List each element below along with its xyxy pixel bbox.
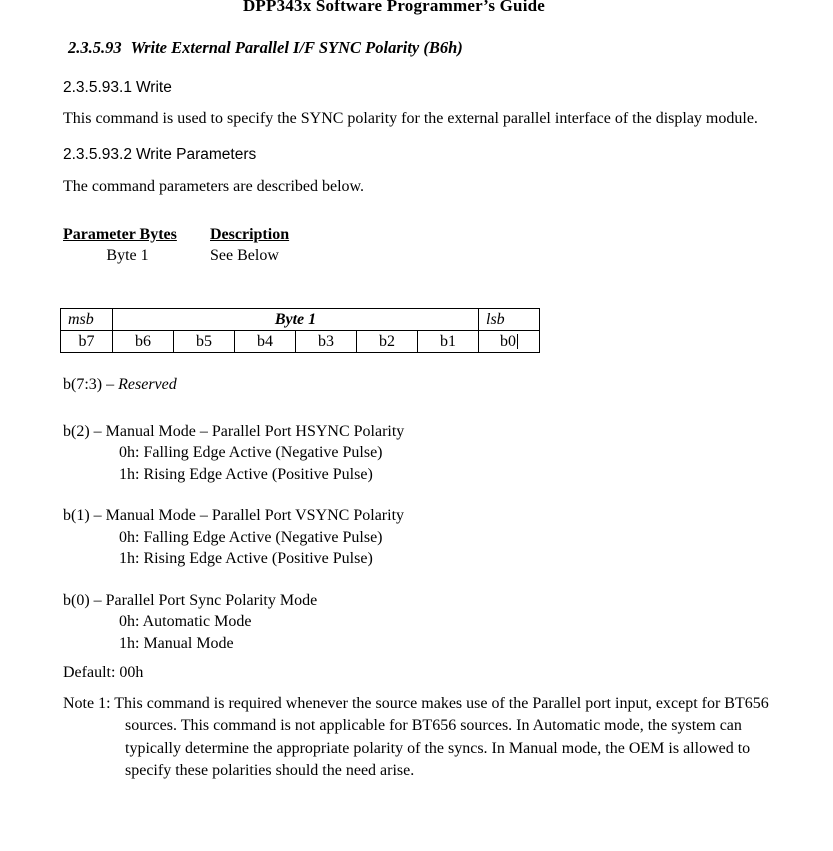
bit-field-b7-3 [63, 374, 799, 396]
description-header [210, 225, 410, 245]
bit-cell-b6: b6 [113, 331, 174, 353]
bit-field-name: Reserved [118, 376, 177, 393]
parameter-bytes-header [63, 225, 210, 245]
document-title: DPP343x Software Programmer’s Guide [242, 0, 546, 15]
bit-cell-b4: b4 [235, 331, 296, 353]
note-text: This command is required whenever the source makes use of the Parallel port input, except for BT656 sources. This command is not applicable for BT656 sources. In Automatic mode, the system can typically determine the appropriate polarity of the syncs. In Manual mode, the OEM is allowed to specify these polarities should the need arise. [114, 694, 769, 779]
description-header-text: Description [210, 226, 290, 243]
bit-option-0h: 0h: Automatic Mode [119, 613, 252, 630]
description-value: See Below [210, 246, 279, 264]
bit-cell-b7: b7 [61, 331, 113, 353]
parameter-bytes-header-text: Parameter Bytes [63, 226, 177, 243]
lsb-cell: lsb [479, 309, 540, 331]
bit-option-1h: 1h: Manual Mode [119, 634, 234, 652]
bit-field-title [63, 421, 799, 443]
default-value: Default: 00h [63, 664, 144, 681]
note-label: Note 1: [63, 694, 115, 712]
note-1 [63, 693, 799, 783]
bit-table-bits-row [61, 331, 540, 353]
bit-cell-b1: b1 [418, 331, 479, 353]
parameter-bytes-value: Byte 1 [106, 246, 149, 264]
bit-field-prefix: b(0) – [63, 591, 106, 609]
subsection-write-parameters-heading [63, 146, 833, 163]
bit-field-b0 [63, 590, 799, 655]
bit-table-header-row [61, 309, 540, 331]
bit-option-1h: 1h: Rising Edge Active (Positive Pulse) [119, 465, 373, 483]
subsection-write-label: Write [135, 79, 172, 96]
bit-option-0h: 0h: Falling Edge Active (Negative Pulse) [119, 528, 383, 546]
subsection-write-parameters-number: 2.3.5.93.2 [63, 145, 132, 163]
document-header [0, 0, 788, 14]
bit-b0-text: b0 [500, 332, 516, 350]
bit-option-1h: 1h: Rising Edge Active (Positive Pulse) [119, 550, 373, 567]
bit-field-name: Parallel Port Sync Polarity Mode [105, 591, 318, 609]
bit-field-prefix: b(1) – [63, 507, 106, 524]
bit-field-title [63, 590, 799, 612]
subsection-write-parameters-label: Write Parameters [135, 145, 257, 163]
parameter-table-header-row [63, 225, 833, 245]
bit-field-name: Manual Mode – Parallel Port HSYNC Polarity [105, 422, 405, 440]
bit-field-name: Manual Mode – Parallel Port VSYNC Polarity [105, 507, 405, 524]
text-cursor [517, 334, 518, 349]
bit-cell-b5: b5 [174, 331, 235, 353]
bit-field-title [63, 374, 799, 396]
subsection-write-heading [63, 79, 833, 96]
bit-cell-b0 [479, 331, 540, 353]
write-parameters-description: The command parameters are described below. [63, 177, 365, 195]
parameter-table [63, 225, 833, 265]
bit-option-0h: 0h: Falling Edge Active (Negative Pulse) [119, 444, 383, 461]
bit-cell-b3: b3 [296, 331, 357, 353]
section-heading [68, 38, 833, 57]
bit-field-title [63, 505, 799, 527]
msb-cell: msb [61, 309, 113, 331]
write-description: This command is used to specify the SYNC polarity for the external parallel interface of the display module. [63, 110, 758, 127]
bit-field-b1 [63, 505, 799, 570]
bit-field-b2 [63, 421, 799, 486]
section-title: Write External Parallel I/F SYNC Polarity (B6h) [130, 38, 463, 57]
parameter-table-row [63, 246, 833, 266]
section-number: 2.3.5.93 [68, 38, 122, 57]
bit-table [60, 308, 540, 353]
byte1-cell: Byte 1 [113, 309, 479, 331]
bit-field-prefix: b(7:3) – [63, 376, 119, 393]
bit-cell-b2: b2 [357, 331, 418, 353]
subsection-write-number: 2.3.5.93.1 [63, 79, 132, 96]
bit-field-prefix: b(2) – [63, 422, 106, 440]
